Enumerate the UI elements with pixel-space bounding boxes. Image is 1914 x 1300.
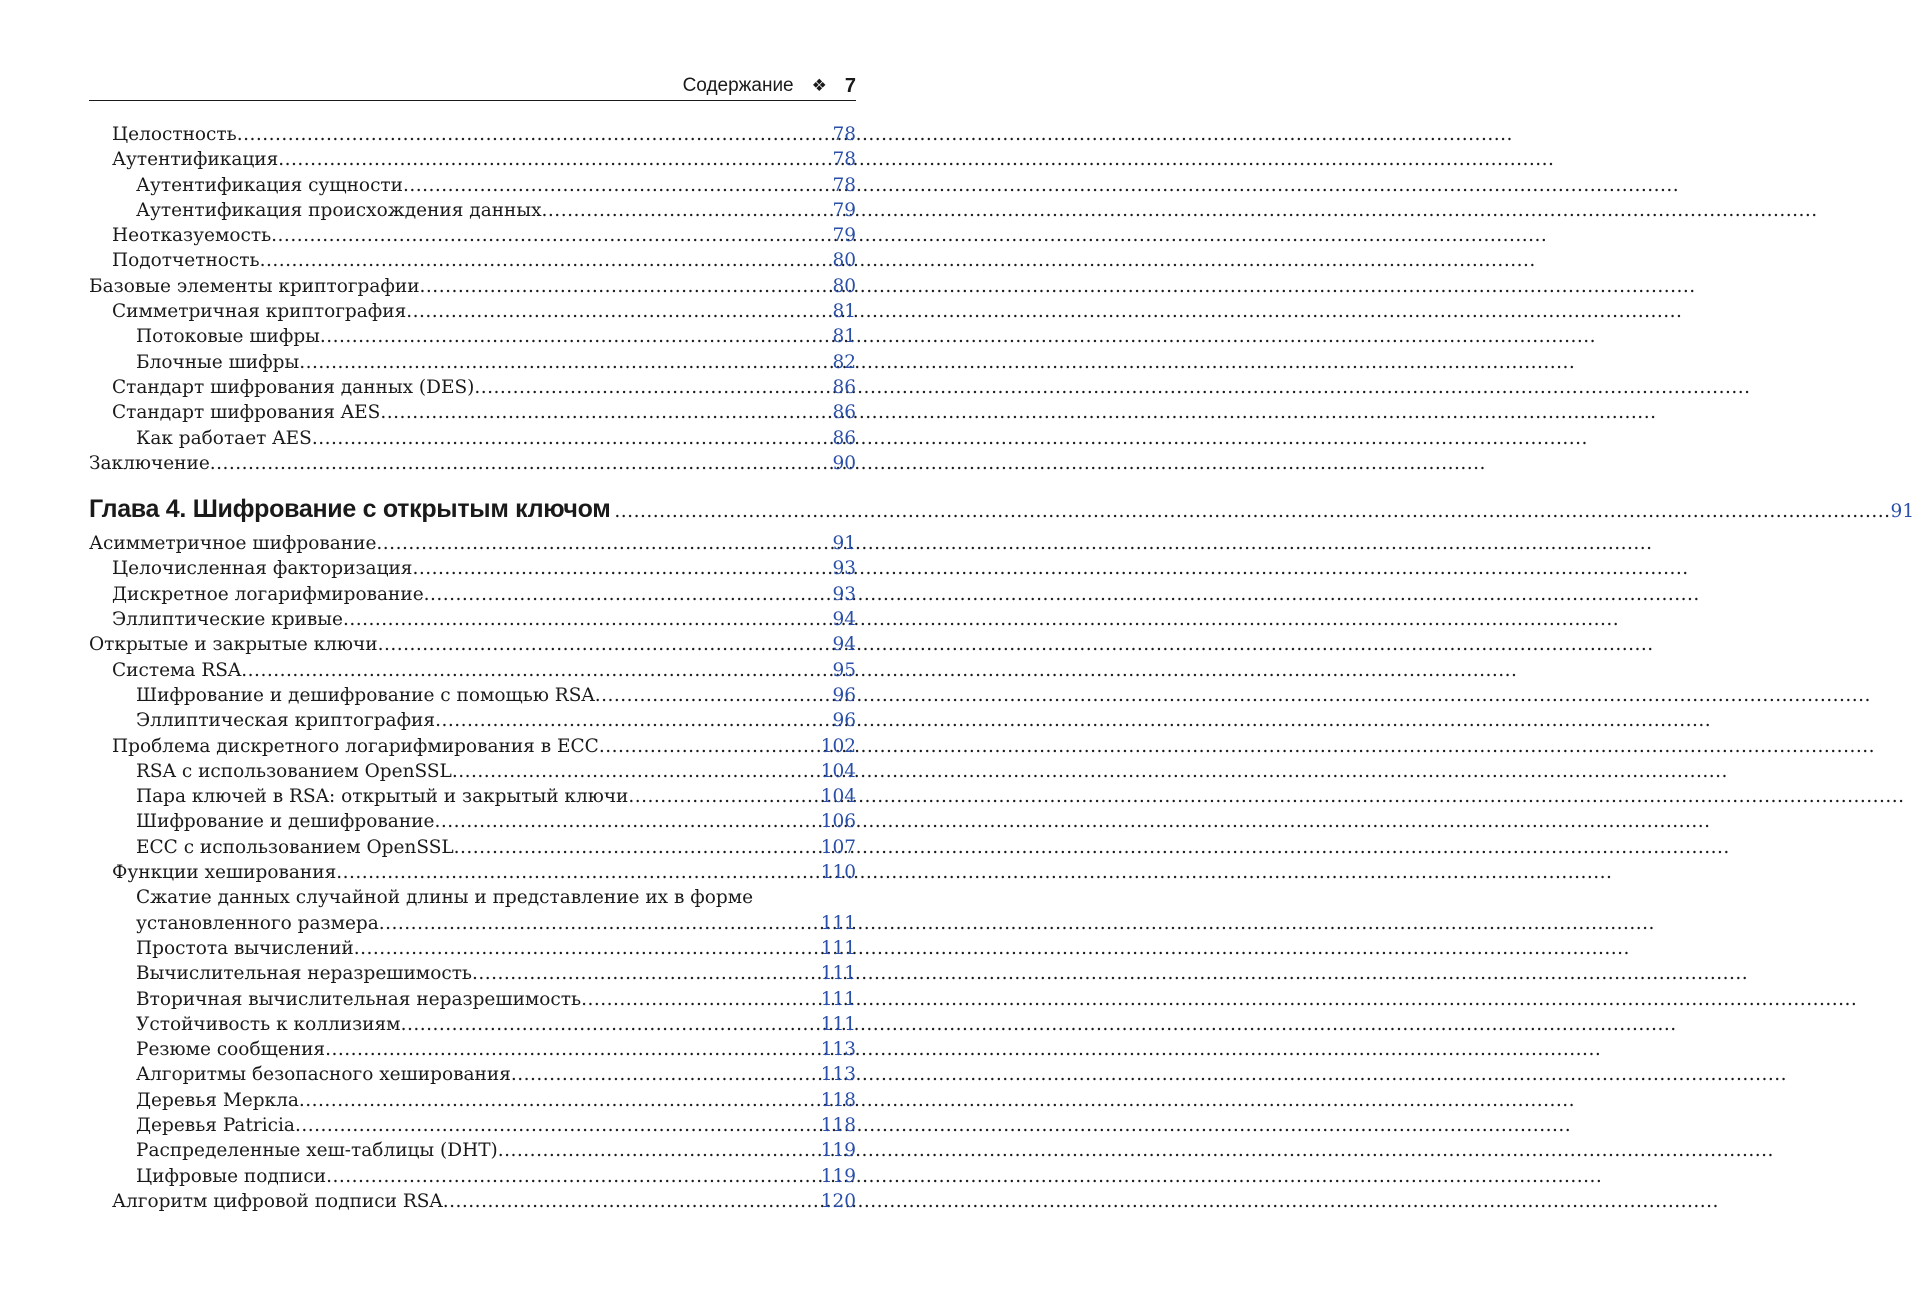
toc-entry[interactable]: Проблема дискретного логарифмирования в ECC ..... 102: [89, 734, 856, 759]
toc-page-link[interactable]: 80: [832, 275, 856, 297]
toc-page-link[interactable]: 111: [820, 937, 856, 959]
toc-entry[interactable]: Аутентификация происхождения данных ..... 79: [89, 198, 856, 223]
toc-page-link[interactable]: 91: [1890, 501, 1914, 523]
toc-entry[interactable]: Устойчивость к коллизиям ..... 111: [89, 1012, 856, 1037]
toc-entry[interactable]: Подотчетность ..... 80: [89, 248, 856, 273]
toc-page-link[interactable]: 106: [820, 811, 856, 833]
toc-page-link[interactable]: 86: [832, 376, 856, 398]
toc-page-link[interactable]: 91: [832, 533, 856, 555]
toc-page-link[interactable]: 111: [820, 1013, 856, 1035]
table-of-contents: [89, 122, 1914, 1214]
toc-entry[interactable]: Аутентификация ..... 78: [89, 147, 856, 172]
header-section-title: Содержание: [682, 75, 794, 96]
toc-page-link[interactable]: 113: [820, 1039, 856, 1061]
toc-entry[interactable]: Симметричная криптография ..... 81: [89, 299, 856, 324]
toc-page-link[interactable]: 104: [820, 760, 856, 782]
toc-entry[interactable]: Шифрование и дешифрование с помощью RSA ..... 96: [89, 683, 856, 708]
toc-entry[interactable]: Эллиптическая криптография ..... 96: [89, 708, 856, 733]
toc-page-link[interactable]: 104: [820, 786, 856, 808]
toc-page-link[interactable]: 107: [820, 836, 856, 858]
toc-entry[interactable]: Алгоритм цифровой подписи RSA ..... 120: [89, 1189, 856, 1214]
toc-page-link[interactable]: 90: [832, 452, 856, 474]
toc-entry[interactable]: Деревья Patricia ..... 118: [89, 1113, 856, 1138]
toc-page-link[interactable]: 113: [820, 1064, 856, 1086]
toc-group-after: [89, 531, 856, 1214]
toc-entry[interactable]: Система RSA ..... 95: [89, 658, 856, 683]
toc-entry[interactable]: Дискретное логарифмирование ..... 93: [89, 582, 856, 607]
toc-page-link[interactable]: 80: [832, 250, 856, 272]
toc-entry-wrapped-line1[interactable]: Сжатие данных случайной длины и представление их в форме: [136, 887, 754, 909]
toc-page-link[interactable]: 81: [832, 326, 856, 348]
toc-page-link[interactable]: 78: [832, 149, 856, 171]
toc-page-link[interactable]: 111: [820, 912, 856, 934]
toc-page-link[interactable]: 96: [832, 710, 856, 732]
toc-page-link[interactable]: 82: [832, 351, 856, 373]
toc-entry[interactable]: Неотказуемость ..... 79: [89, 223, 856, 248]
toc-entry[interactable]: Заключение ..... 90: [89, 451, 856, 476]
toc-page-link[interactable]: 93: [832, 558, 856, 580]
toc-page-link[interactable]: 78: [832, 174, 856, 196]
toc-entry[interactable]: Стандарт шифрования AES ..... 86: [89, 400, 856, 425]
toc-page-link[interactable]: 81: [832, 301, 856, 323]
toc-page-link[interactable]: 94: [832, 634, 856, 656]
toc-entry[interactable]: Эллиптические кривые ..... 94: [89, 607, 856, 632]
chapter-heading[interactable]: [89, 492, 1914, 526]
toc-entry[interactable]: Базовые элементы криптографии ..... 80: [89, 274, 856, 299]
toc-entry[interactable]: Цифровые подписи ..... 119: [89, 1164, 856, 1189]
toc-entry[interactable]: Вычислительная неразрешимость ..... 111: [89, 961, 856, 986]
toc-page-link[interactable]: 119: [820, 1140, 856, 1162]
toc-entry[interactable]: ECC с использованием OpenSSL ..... 107: [89, 835, 856, 860]
toc-entry[interactable]: Резюме сообщения ..... 113: [89, 1037, 856, 1062]
toc-entry[interactable]: Целостность ..... 78: [89, 122, 856, 147]
toc-entry[interactable]: Стандарт шифрования данных (DES) ..... 86: [89, 375, 856, 400]
toc-page-link[interactable]: 78: [832, 124, 856, 145]
toc-entry[interactable]: Деревья Меркла ..... 118: [89, 1088, 856, 1113]
toc-entry[interactable]: Как работает AES ..... 86: [89, 426, 856, 451]
toc-page-link[interactable]: 111: [820, 963, 856, 985]
toc-entry[interactable]: Асимметричное шифрование ..... 91: [89, 531, 856, 556]
toc-entry[interactable]: Алгоритмы безопасного хеширования ..... 113: [89, 1062, 856, 1087]
toc-page-link[interactable]: 110: [820, 862, 856, 884]
toc-page-link[interactable]: 118: [820, 1114, 856, 1136]
toc-page-link[interactable]: 96: [832, 684, 856, 706]
toc-page-link[interactable]: 79: [832, 225, 856, 247]
header-rule: [89, 100, 856, 101]
toc-entry[interactable]: Аутентификация сущности ..... 78: [89, 173, 856, 198]
toc-entry[interactable]: RSA с использованием OpenSSL ..... 104: [89, 759, 856, 784]
toc-entry-wrapped-line2[interactable]: установленного размера ..... 111: [89, 911, 856, 936]
toc-entry[interactable]: Потоковые шифры ..... 81: [89, 324, 856, 349]
toc-entry[interactable]: Простота вычислений ..... 111: [89, 936, 856, 961]
diamond-ornament-icon: ❖: [811, 76, 827, 95]
toc-page-link[interactable]: 120: [820, 1190, 856, 1212]
header-page-number: 7: [844, 74, 856, 97]
toc-page-link[interactable]: 118: [820, 1089, 856, 1111]
toc-entry[interactable]: Целочисленная факторизация ..... 93: [89, 556, 856, 581]
chapter-title: Глава 4. Шифрование с открытым ключом: [89, 495, 611, 524]
toc-page-link[interactable]: 93: [832, 583, 856, 605]
toc-entry[interactable]: Блочные шифры ..... 82: [89, 350, 856, 375]
toc-entry[interactable]: Распределенные хеш-таблицы (DHT) ..... 119: [89, 1138, 856, 1163]
toc-entry[interactable]: Шифрование и дешифрование ..... 106: [89, 809, 856, 834]
toc-page-link[interactable]: 94: [832, 609, 856, 631]
toc-group-before: [89, 122, 856, 476]
toc-page-link[interactable]: 111: [820, 988, 856, 1010]
toc-page-link[interactable]: 95: [832, 659, 856, 681]
toc-page-link[interactable]: 79: [832, 199, 856, 221]
running-header: [89, 72, 856, 100]
toc-page-link[interactable]: 86: [832, 427, 856, 449]
toc-page-link[interactable]: 86: [832, 402, 856, 424]
toc-entry[interactable]: Функции хеширования ..... 110: [89, 860, 856, 885]
toc-page-link[interactable]: 119: [820, 1165, 856, 1187]
toc-entry[interactable]: Пара ключей в RSA: открытый и закрытый ключи ..... 104: [89, 784, 856, 809]
toc-entry[interactable]: Открытые и закрытые ключи ..... 94: [89, 632, 856, 657]
toc-entry[interactable]: Вторичная вычислительная неразрешимость ..... 111: [89, 987, 856, 1012]
toc-page-link[interactable]: 102: [820, 735, 856, 757]
